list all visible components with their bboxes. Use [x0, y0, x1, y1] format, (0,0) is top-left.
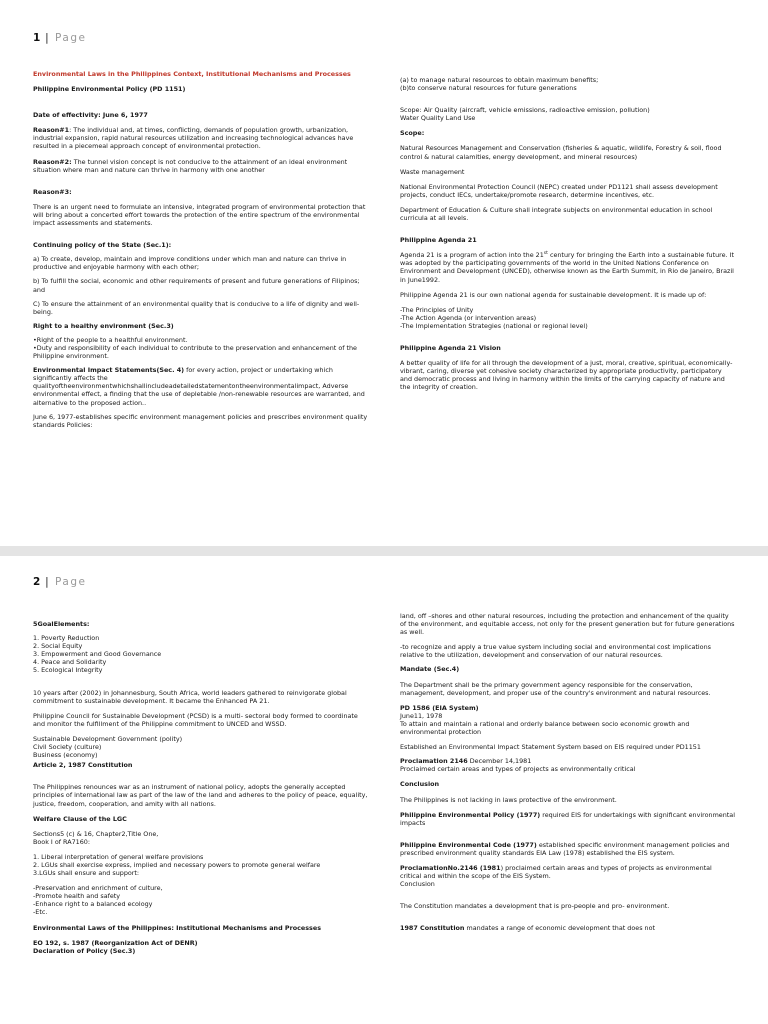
- list: 1. Liberal interpretation of general welfare provisions 2. LGUs shall exercise express, implied and necessary powers to promote general welfare 3.LGUs shall ensure and support:: [33, 852, 321, 878]
- page-1-right-column: [400, 76, 735, 391]
- paragraph: Proclaimed certain areas and types of projects as environmentally critical: [400, 765, 636, 774]
- paragraph: Philippine Environmental Policy (1977) required EIS for undertakings with significant environmental impacts: [400, 810, 735, 827]
- section-heading: 5GoalElements:: [33, 620, 90, 628]
- paragraph: The Constitution mandates a development that is pro-people and pro- environment.: [400, 902, 670, 911]
- list: 1. Poverty Reduction 2. Social Equity 3. Empowerment and Good Governance 4. Peace and Solidarity 5. Ecological Integrity: [33, 634, 162, 675]
- paragraph: •Right of the people to a healthful environment. •Duty and responsibility of each individual to contribute to the preservation and enhancement of the Philippine environment.: [33, 335, 357, 361]
- paragraph: -to recognize and apply a true value system including social and environmental cost implications relative to the utilization, development and conservation of our natural resources.: [400, 643, 711, 660]
- page-number-header: 1 | Page: [33, 32, 87, 44]
- list-item: C) To ensure the attainment of an environmental quality that is conducive to a life of dignity and well-being.: [33, 299, 360, 316]
- list: Sustainable Development Government (polity) Civil Society (culture) Business (economy): [33, 734, 183, 760]
- paragraph: Proclamation 2146 December 14,1981: [400, 757, 532, 766]
- list-item: b) To fulfill the social, economic and other requirements of present and future generations of Filipinos; and: [33, 277, 360, 294]
- section-heading: Environmental Laws of the Philippines: Institutional Mechanisms and Processes: [33, 923, 322, 932]
- page-1-left-column: [33, 70, 368, 429]
- section-heading: Reason#3:: [33, 187, 72, 196]
- paragraph: Sections5 (c) & 16, Chapter2,Title One, Book I of RA7160:: [33, 829, 159, 846]
- paragraph: Department of Education & Culture shall integrate subjects on environmental education in school curricula at all levels.: [400, 205, 713, 223]
- page-separator: [0, 546, 768, 556]
- paragraph: A better quality of life for all through the development of a just, moral, creative, spiritual, economically-vibrant, caring, diverse yet cohesive society characterized by appropriate productivity, participatory and democratic process and living in harmony within the limits of the carrying capacity of nature and the integrity of creation.: [400, 359, 733, 392]
- page-number: 2: [33, 576, 41, 588]
- paragraph: Philippine Council for Sustainable Development (PCSD) is a multi- sectoral body formed to coordinate and monitor the fulfillment of the Philippine commitment to UNCED and WSSD.: [33, 711, 358, 728]
- paragraph: June 6, 1977-establishes specific environment management policies and prescribes environment quality standards Policies:: [33, 412, 368, 429]
- section-heading: Mandate (Sec.4): [400, 665, 460, 674]
- section-heading: Scope:: [400, 129, 425, 138]
- section-heading: Date of effectivity: June 6, 1977: [33, 111, 148, 120]
- paragraph: Established an Environmental Impact Statement System based on EIS required under PD1151: [400, 743, 701, 752]
- paragraph: Philippine Agenda 21 is our own national agenda for sustainable development. It is made up of:: [400, 290, 707, 299]
- paragraph: Natural Resources Management and Conservation (fisheries & aquatic, wildlife, Forestry & soil, flood control & natural calamities, energy development, and mineral resources): [400, 144, 722, 161]
- paragraph: Waste management: [400, 167, 465, 176]
- section-heading: Right to a healthy environment (Sec.3): [33, 321, 174, 330]
- page-2-left-column: [33, 620, 368, 955]
- page-label: Page: [55, 576, 87, 588]
- page-number-header: 2 | Page: [33, 576, 87, 588]
- paragraph: The Department shall be the primary government agency responsible for the conservation, management, development, and proper use of the country's environment and natural resources.: [400, 680, 711, 697]
- paragraph: 1987 Constitution mandates a range of economic development that does not: [400, 924, 656, 933]
- paragraph: Environmental Impact Statements(Sec. 4) for every action, project or undertaking which significantly affects the qualityoftheenvironmentwhichshallincludeadetailedstatementontheenvironmentalimpact, Adverse environmental effect, a finding that the use of depletable /non-renewable resources are warranted, and alternative to the proposed action..: [33, 366, 365, 407]
- page-label: Page: [55, 32, 87, 44]
- paragraph: (a) to manage natural resources to obtain maximum benefits; (b)to conserve natural resources for future generations: [400, 76, 599, 93]
- paragraph: National Environmental Protection Council (NEPC) created under PD1121 shall assess development projects, conduct IECs, undertake/promote research, determine incentives, etc.: [400, 182, 718, 199]
- section-heading: Article 2, 1987 Constitution: [33, 761, 133, 770]
- section-heading: Welfare Clause of the LGC: [33, 814, 127, 823]
- paragraph: Scope: Air Quality (aircraft, vehicle emissions, radioactive emission, pollution) Water Quality Land Use: [400, 106, 650, 123]
- paragraph: land, off –shores and other natural resources, including the protection and enhancement of the quality of the environment, and equitable access, not only for the present generation but for future generations as well.: [400, 612, 735, 637]
- section-heading: Philippine Agenda 21 Vision: [400, 343, 501, 352]
- page-number: 1: [33, 32, 41, 44]
- section-heading: Philippine Environmental Policy (PD 1151): [33, 85, 186, 94]
- list-item: a) To create, develop, maintain and improve conditions under which man and nature can thrive in productive and enjoyable harmony with each other;: [33, 255, 347, 272]
- paragraph: June11, 1978 To attain and maintain a rational and orderly balance between socio economic growth and environmental protection: [400, 711, 690, 737]
- paragraph: Reason#2: The tunnel vision concept is not conducive to the attainment of an ideal environment situation where man and nature can thrive in harmony with one another: [33, 157, 348, 174]
- section-heading: PD 1586 (EIA System): [400, 703, 479, 712]
- paragraph: Agenda 21 is a program of action into the 21st century for bringing the Earth into a sustainable future. It was adopted by the participating governments of the world in the United Nations Conference on Environment and Development (UNCED), otherwise known as the Earth Summit, in Rio de Janeiro, Brazil in June1992.: [400, 251, 735, 284]
- paragraph: There is an urgent need to formulate an intensive, integrated program of environmental protection that will bring about a concerted effort towards the protection of the entire spectrum of the environmental impact assessments and statements.: [33, 202, 366, 228]
- paragraph: 10 years after (2002) in Johannesburg, South Africa, world leaders gathered to reinvigorate global commitment to sustainable development. It became the Enhanced PA 21.: [33, 688, 347, 705]
- section-heading: Continuing policy of the State (Sec.1):: [33, 241, 172, 250]
- section-heading: Philippine Agenda 21: [400, 236, 477, 245]
- document-title: Environmental Laws in the Philippines Context, Institutional Mechanisms and Processes: [33, 70, 351, 78]
- paragraph: The Philippines renounces war as an instrument of national policy, adopts the generally accepted principles of international law as part of the law of the land and adheres to the policy of peace, equality, justice, freedom, cooperation, and amity with all nations.: [33, 783, 368, 808]
- document-page-2: [0, 556, 768, 1024]
- section-heading: Declaration of Policy (Sec.3): [33, 946, 136, 955]
- paragraph: The Philippines is not lacking in laws protective of the environment.: [400, 795, 617, 804]
- page-2-right-column: [400, 612, 735, 932]
- paragraph: ProclamationNo.2146 (1981) proclaimed certain areas and types of projects as environmental critical and within the scope of the EIS System. Conclusion: [400, 863, 712, 889]
- section-heading: EO 192, s. 1987 (Reorganization Act of DENR): [33, 938, 198, 947]
- section-heading: Conclusion: [400, 780, 440, 789]
- list: -The Principles of Unity -The Action Agenda (or intervention areas) -The Implementation Strategies (national or regional level): [400, 305, 588, 330]
- paragraph: Reason#1: The individual and, at times, conflicting, demands of population growth, urbanization, industrial expansion, rapid natural resources utilization and increasing technological advances have resulted in a piecemeal approach concept of environmental protection.: [33, 126, 354, 151]
- list: -Preservation and enrichment of culture, -Promote health and safety -Enhance right to a balanced ecology -Etc.: [33, 884, 163, 917]
- paragraph: Philippine Environmental Code (1977) established specific environment management policies and prescribed environment quality standards EIA Law (1978) established the EIS system.: [400, 840, 730, 857]
